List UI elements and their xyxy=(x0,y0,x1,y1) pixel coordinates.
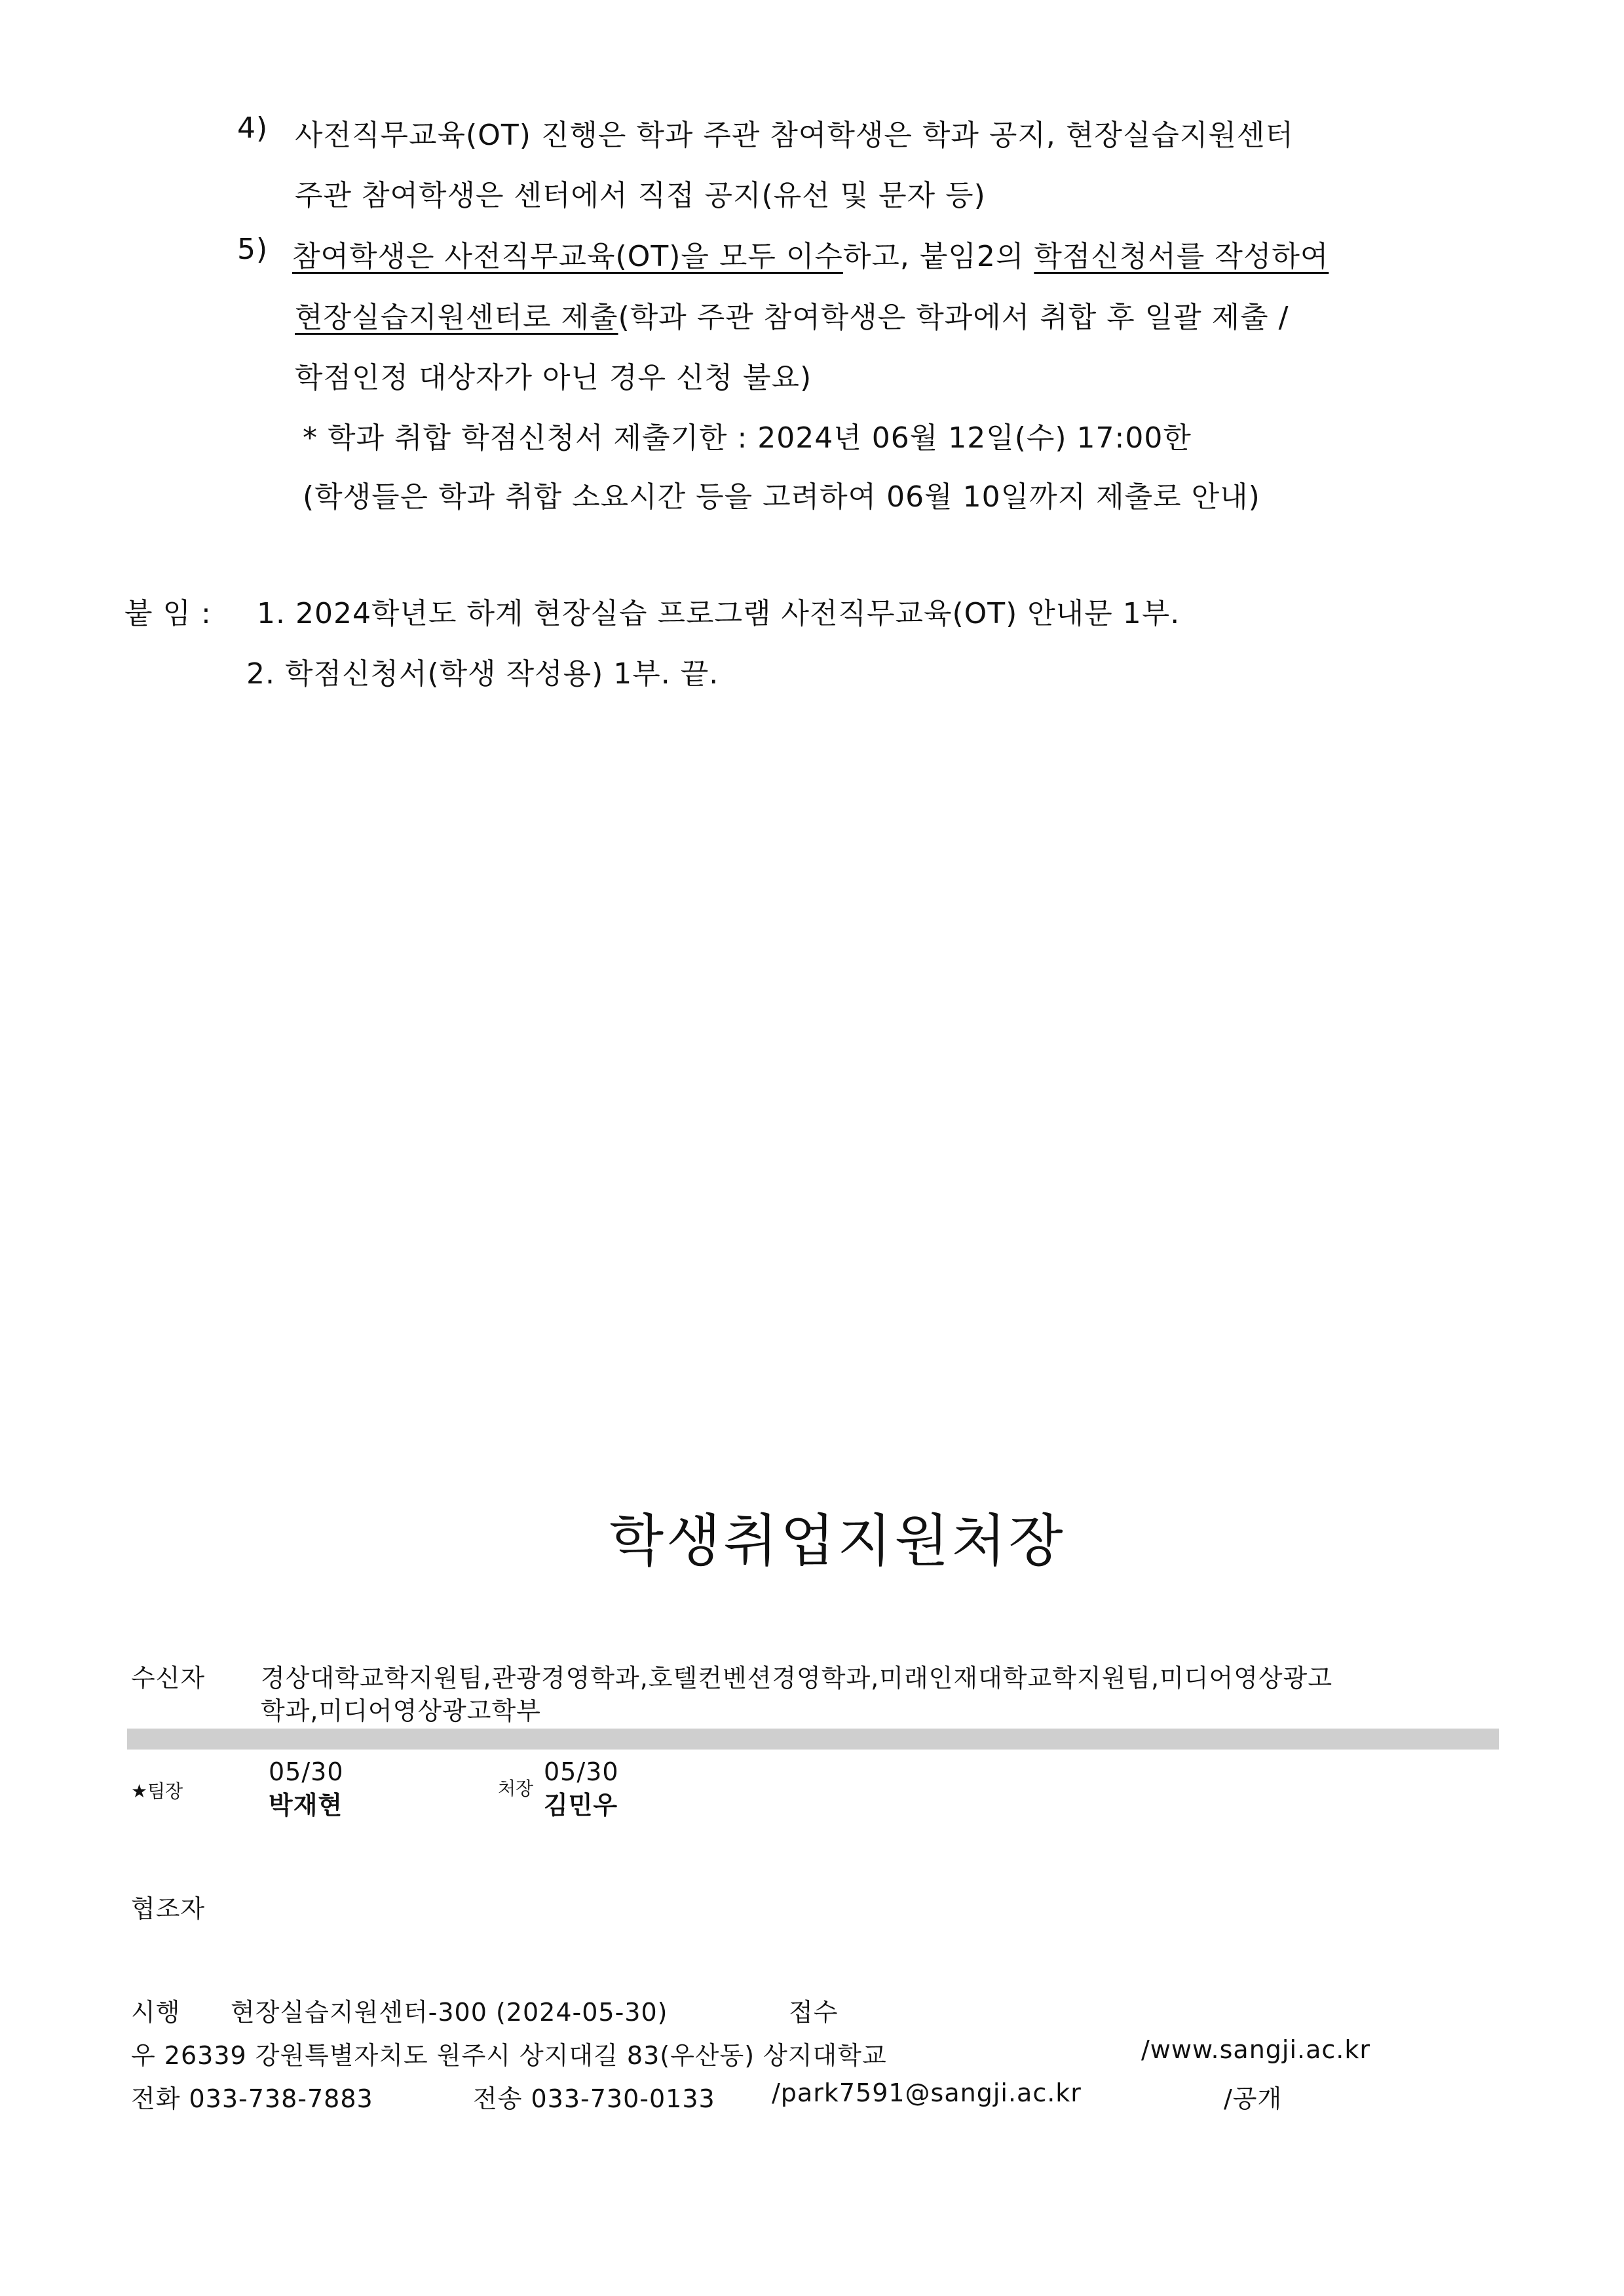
item5-line2 xyxy=(295,294,1289,335)
phone: 전화 033-738-7883 xyxy=(131,2084,373,2113)
website-link[interactable]: /www.sangji.ac.kr xyxy=(1141,2035,1371,2064)
item5-line3: 학점인정 대상자가 아닌 경우 신청 불요) xyxy=(295,361,812,394)
approval-name-director: 김민우 xyxy=(544,1791,618,1820)
deadline-notice: * 학과 취합 학점신청서 제출기한 : 2024년 06월 12일(수) 17:00한 xyxy=(303,421,1192,455)
item4-line2: 주관 참여학생은 센터에서 직접 공지(유선 및 문자 등) xyxy=(295,179,986,212)
attachments-label: 붙 임 : xyxy=(124,597,212,630)
recipients-line-1: 경상대학교학지원팀,관광경영학과,호텔컨벤션경영학과,미래인재대학교학지원팀,미디어영상광고 xyxy=(261,1664,1333,1693)
email-link[interactable]: /park7591@sangji.ac.kr xyxy=(772,2078,1082,2107)
receipt-label: 접수 xyxy=(789,1998,839,2027)
item5-line1 xyxy=(292,233,1329,275)
enforcement-value: 현장실습지원센터-300 (2024-05-30) xyxy=(231,1998,668,2027)
sender-title: 학생취업지원처장 xyxy=(609,1508,1066,1574)
item5-number: 5) xyxy=(237,233,269,266)
fax: 전송 033-730-0133 xyxy=(473,2084,715,2113)
address: 우 26339 강원특별자치도 원주시 상지대길 83(우산동) 상지대학교 xyxy=(131,2041,887,2070)
attachment-item-2: 2. 학점신청서(학생 작성용) 1부. 끝. xyxy=(246,657,719,691)
attachment-item-1: 1. 2024학년도 하계 현장실습 프로그램 사전직무교육(OT) 안내문 1부. xyxy=(257,597,1180,630)
approval-date-team-lead: 05/30 xyxy=(269,1757,344,1786)
item4-number: 4) xyxy=(237,111,269,145)
item5-underlined-text-3: 현장실습지원센터로 제출 xyxy=(295,301,618,334)
approval-name-team-lead: 박재현 xyxy=(269,1791,343,1820)
recipients-line-2: 학과,미디어영상광고학부 xyxy=(261,1696,541,1725)
disclosure-status: /공개 xyxy=(1224,2084,1283,2113)
item5-line2-rest: (학과 주관 참여학생은 학과에서 취합 후 일괄 제출 / xyxy=(618,301,1289,334)
item5-middle-text: 하고, 붙임2의 xyxy=(842,240,1034,273)
item5-underlined-text-1: 참여학생은 사전직무교육(OT)을 모두 이수 xyxy=(292,240,843,273)
divider-bar xyxy=(127,1729,1499,1750)
recipients-label: 수신자 xyxy=(131,1664,206,1693)
item4-line1: 사전직무교육(OT) 진행은 학과 주관 참여학생은 학과 공지, 현장실습지원센터 xyxy=(295,119,1294,152)
enforcement-label: 시행 xyxy=(131,1998,181,2027)
cooperator-label: 협조자 xyxy=(131,1894,206,1923)
approval-role-director: 처장 xyxy=(498,1778,534,1799)
approval-date-director: 05/30 xyxy=(544,1757,619,1786)
approval-role-team-lead: ★팀장 xyxy=(131,1780,183,1802)
deadline-note: (학생들은 학과 취합 소요시간 등을 고려하여 06월 10일까지 제출로 안내) xyxy=(303,480,1260,514)
item5-underlined-text-2: 학점신청서를 작성하여 xyxy=(1034,240,1329,273)
